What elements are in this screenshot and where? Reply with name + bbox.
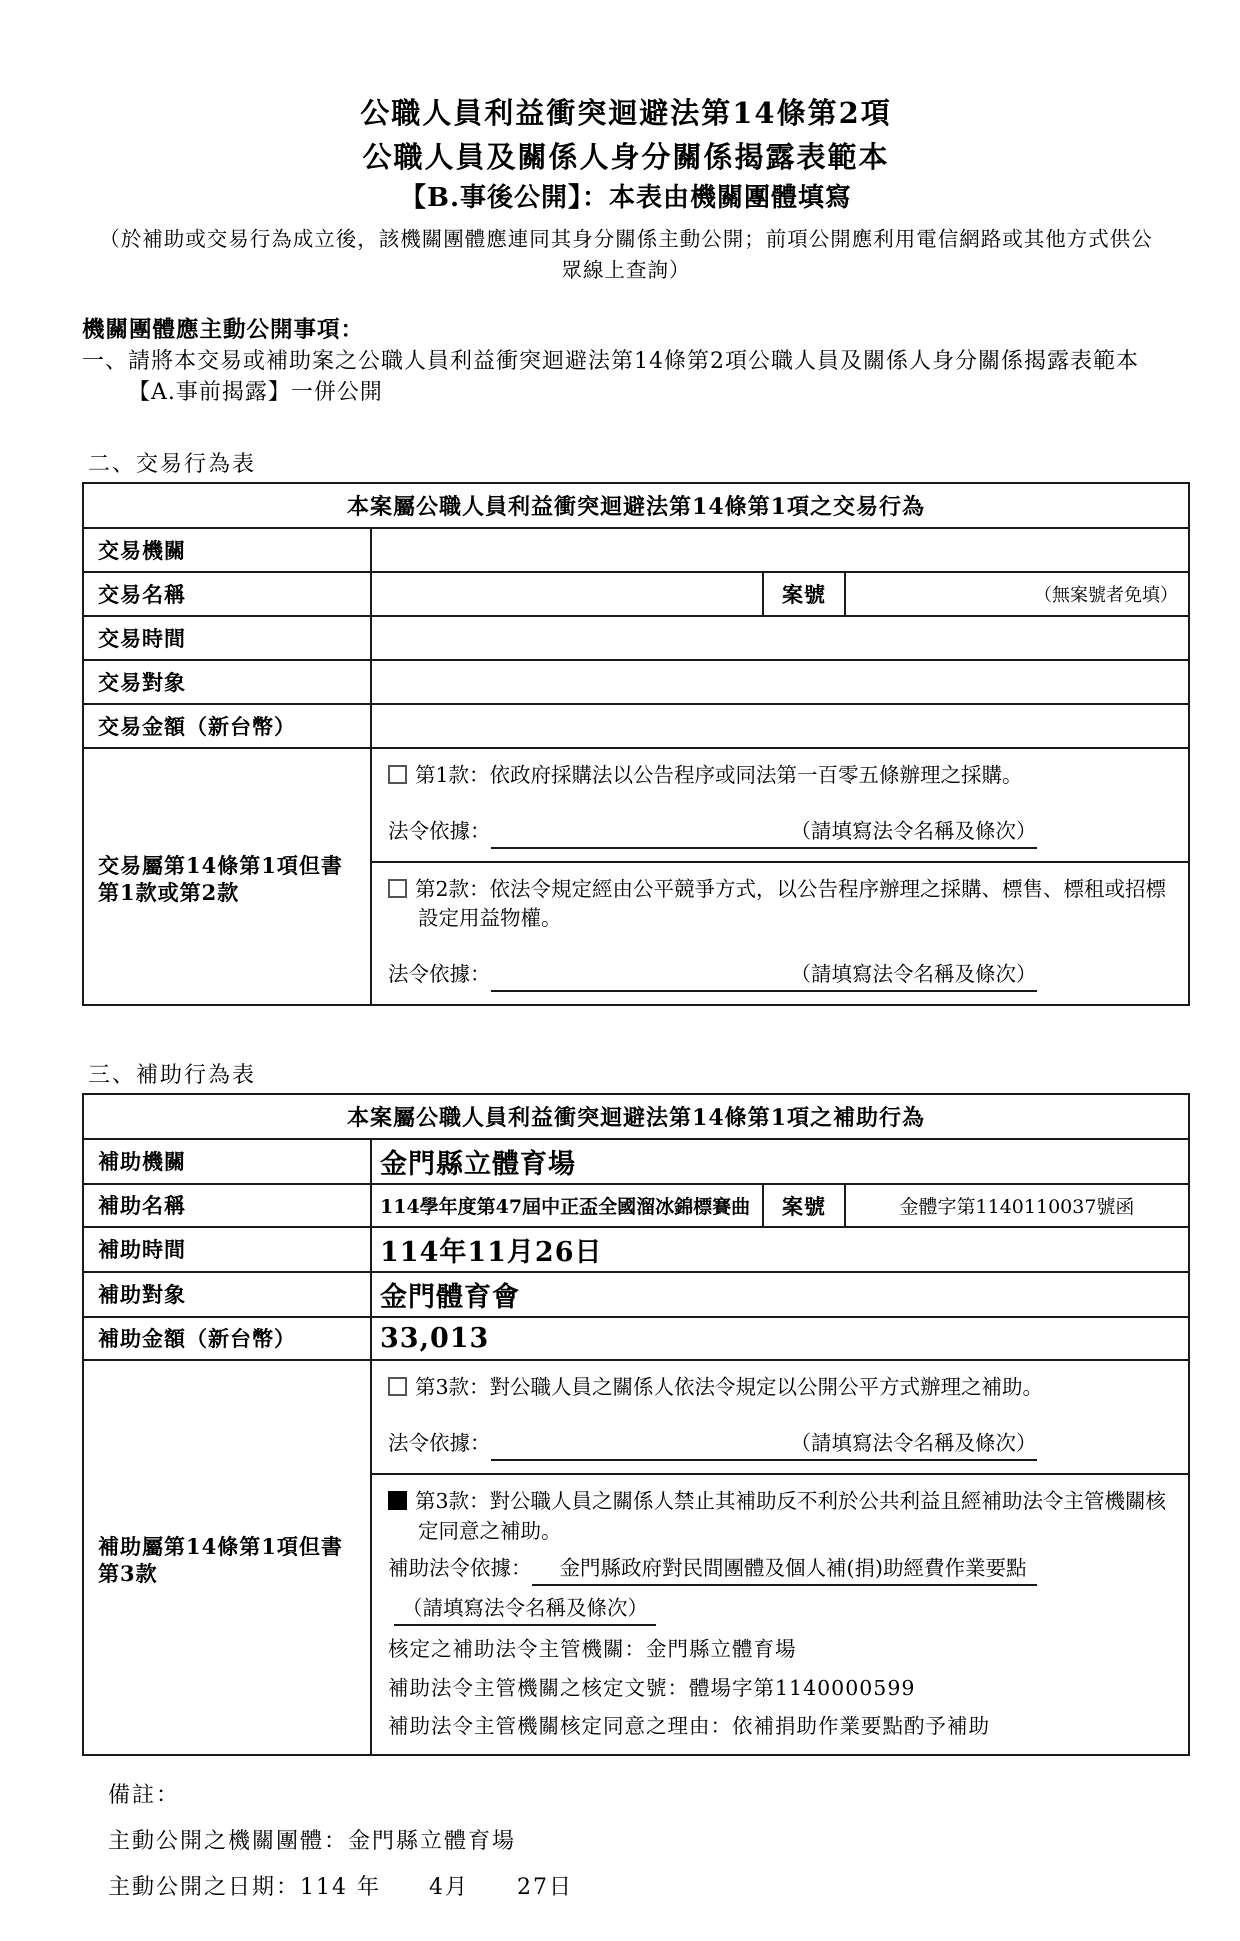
subsidy-clause-label: 補助屬第14條第1項但書第3款: [83, 1360, 371, 1754]
transaction-case-number-hint: （無案號者免填）: [845, 572, 1189, 616]
remarks-label: 備註：: [108, 1782, 181, 1808]
instruction-item-text: 請將本交易或補助案之公職人員利益衝突迴避法第14條第2項公職人員及關係人身分關係揭露表範本【A.事前揭露】一併公開: [128, 348, 1140, 406]
subsidy-clause2-law-hint: （請填寫法令名稱及條次）: [394, 1594, 656, 1626]
document-title-note: （於補助或交易行為成立後，該機關團體應連同其身分關係主動公開；前項公開應利用電信網路或其他方式供公眾線上查詢）: [99, 227, 1153, 282]
subsidy-table: [82, 1093, 1190, 1756]
instructions-section: [82, 312, 1170, 410]
publisher-line: [108, 1824, 1170, 1855]
subsidy-clause2-law-label: 補助法令依據：: [388, 1556, 532, 1581]
table-row: [83, 1139, 1189, 1184]
clause2-law-label: 法令依據：: [388, 962, 491, 987]
clause1-text: 第1款：依政府採購法以公告程序或同法第一百零五條辦理之採購。: [415, 763, 1023, 788]
subsidy-clause1-checkbox: [388, 1377, 407, 1396]
subsidy-target-label: 補助對象: [83, 1272, 371, 1317]
subsidy-case-number-value: 金體字第1140110037號函: [845, 1184, 1189, 1227]
subsidy-target-value: 金門體育會: [371, 1272, 1189, 1317]
table-row: [83, 1317, 1189, 1360]
transaction-clause1-cell: [371, 748, 1189, 861]
transaction-amount-label: 交易金額（新台幣）: [83, 704, 371, 748]
transaction-name-label: 交易名稱: [83, 572, 371, 616]
transaction-organ-label: 交易機關: [83, 528, 371, 572]
publish-date-value: 114 年 4月 27日: [300, 1874, 573, 1900]
document-title-line1: 公職人員利益衝突迴避法第14條第2項: [360, 96, 892, 130]
subsidy-approving-authority-line: 核定之補助法令主管機關：金門縣立體育場: [388, 1636, 797, 1661]
subsidy-amount-label: 補助金額（新台幣）: [83, 1317, 371, 1360]
subsidy-name-label: 補助名稱: [83, 1184, 371, 1227]
document-subtitle: 【B.事後公開】：本表由機關團體填寫: [399, 183, 853, 213]
table-row: [83, 1227, 1189, 1272]
transaction-table-header: 本案屬公職人員利益衝突迴避法第14條第1項之交易行為: [83, 483, 1189, 528]
transaction-table: [82, 482, 1190, 1006]
subsidy-clause1-law-label: 法令依據：: [388, 1431, 491, 1456]
table-row: [83, 660, 1189, 704]
transaction-time-label: 交易時間: [83, 616, 371, 660]
instructions-heading: 機關團體應主動公開事項：: [82, 316, 365, 343]
transaction-target-label: 交易對象: [83, 660, 371, 704]
publish-date-label: 主動公開之日期：: [108, 1874, 301, 1900]
publisher-label: 主動公開之機關團體：: [108, 1828, 349, 1854]
instruction-item: [82, 346, 1170, 410]
subsidy-clause2-text: 第3款：對公職人員之關係人禁止其補助反不利於公共利益且經補助法令主管機關核定同意之補助。: [415, 1488, 1167, 1543]
publisher-value: 金門縣立體育場: [348, 1828, 517, 1854]
table-row: [83, 1360, 1189, 1473]
subsidy-approval-doc-number-line: 補助法令主管機關之核定文號：體場字第1140000599: [388, 1675, 916, 1700]
subsidy-clause1-cell: [371, 1360, 1189, 1473]
clause2-law-line: [388, 960, 1174, 992]
subsidy-approval-reason-line: 補助法令主管機關核定同意之理由：依補捐助作業要點酌予補助: [388, 1714, 990, 1739]
subsidy-clause2-cell: [371, 1474, 1189, 1755]
table-row: [83, 1272, 1189, 1317]
clause1-law-hint: （請填寫法令名稱及條次）: [790, 819, 1037, 843]
title-block: [82, 92, 1170, 286]
table-row: [83, 572, 1189, 616]
subsidy-organ-value: 金門縣立體育場: [371, 1139, 1189, 1184]
transaction-clause2-cell: [371, 862, 1189, 1005]
subsidy-time-label: 補助時間: [83, 1227, 371, 1272]
clause1-law-label: 法令依據：: [388, 819, 491, 843]
subsidy-time-value: 114年11月26日: [371, 1227, 1189, 1272]
transaction-section-title: 二、交易行為表: [88, 452, 257, 478]
transaction-amount-value: [371, 704, 1189, 748]
subsidy-clause1-law-line: [388, 1429, 1174, 1461]
transaction-case-number-label: 案號: [763, 572, 845, 616]
subsidy-case-number-label: 案號: [763, 1184, 845, 1227]
subsidy-name-value: 114學年度第47屆中正盃全國溜冰錦標賽曲: [371, 1184, 763, 1227]
subsidy-clause1-text: 第3款：對公職人員之關係人依法令規定以公開公平方式辦理之補助。: [415, 1375, 1044, 1400]
clause2-law-hint: （請填寫法令名稱及條次）: [790, 962, 1037, 987]
clause2-checkbox: [388, 879, 407, 898]
subsidy-clause2-checkbox: [388, 1491, 407, 1510]
footer-section: [108, 1778, 1170, 1901]
clause1-checkbox: [388, 765, 407, 784]
instruction-item-number: 一、: [82, 348, 129, 374]
transaction-time-value: [371, 616, 1189, 660]
table-row: [83, 1184, 1189, 1227]
table-row: [83, 528, 1189, 572]
transaction-organ-value: [371, 528, 1189, 572]
table-row: [83, 748, 1189, 861]
transaction-target-value: [371, 660, 1189, 704]
subsidy-section-title: 三、補助行為表: [88, 1062, 257, 1088]
transaction-clause-label: 交易屬第14條第1項但書第1款或第2款: [83, 748, 371, 1005]
publish-date-line: [108, 1870, 1170, 1901]
subsidy-clause2-law-line: [388, 1554, 1174, 1586]
subsidy-clause1-law-hint: （請填寫法令名稱及條次）: [790, 1431, 1037, 1456]
table-row: [83, 616, 1189, 660]
subsidy-amount-value: 33,013: [371, 1317, 1189, 1360]
clause2-text: 第2款：依法令規定經由公平競爭方式，以公告程序辦理之採購、標售、標租或招標設定用益物權。: [415, 876, 1167, 931]
subsidy-table-header: 本案屬公職人員利益衝突迴避法第14條第1項之補助行為: [83, 1094, 1189, 1139]
subsidy-clause2-law-value: 金門縣政府對民間團體及個人補(捐)助經費作業要點: [532, 1554, 1037, 1586]
document-title-line2: 公職人員及關係人身分關係揭露表範本: [362, 139, 890, 174]
subsidy-organ-label: 補助機關: [83, 1139, 371, 1184]
table-row: [83, 704, 1189, 748]
clause1-law-line: [388, 817, 1174, 849]
transaction-name-value: [371, 572, 763, 616]
